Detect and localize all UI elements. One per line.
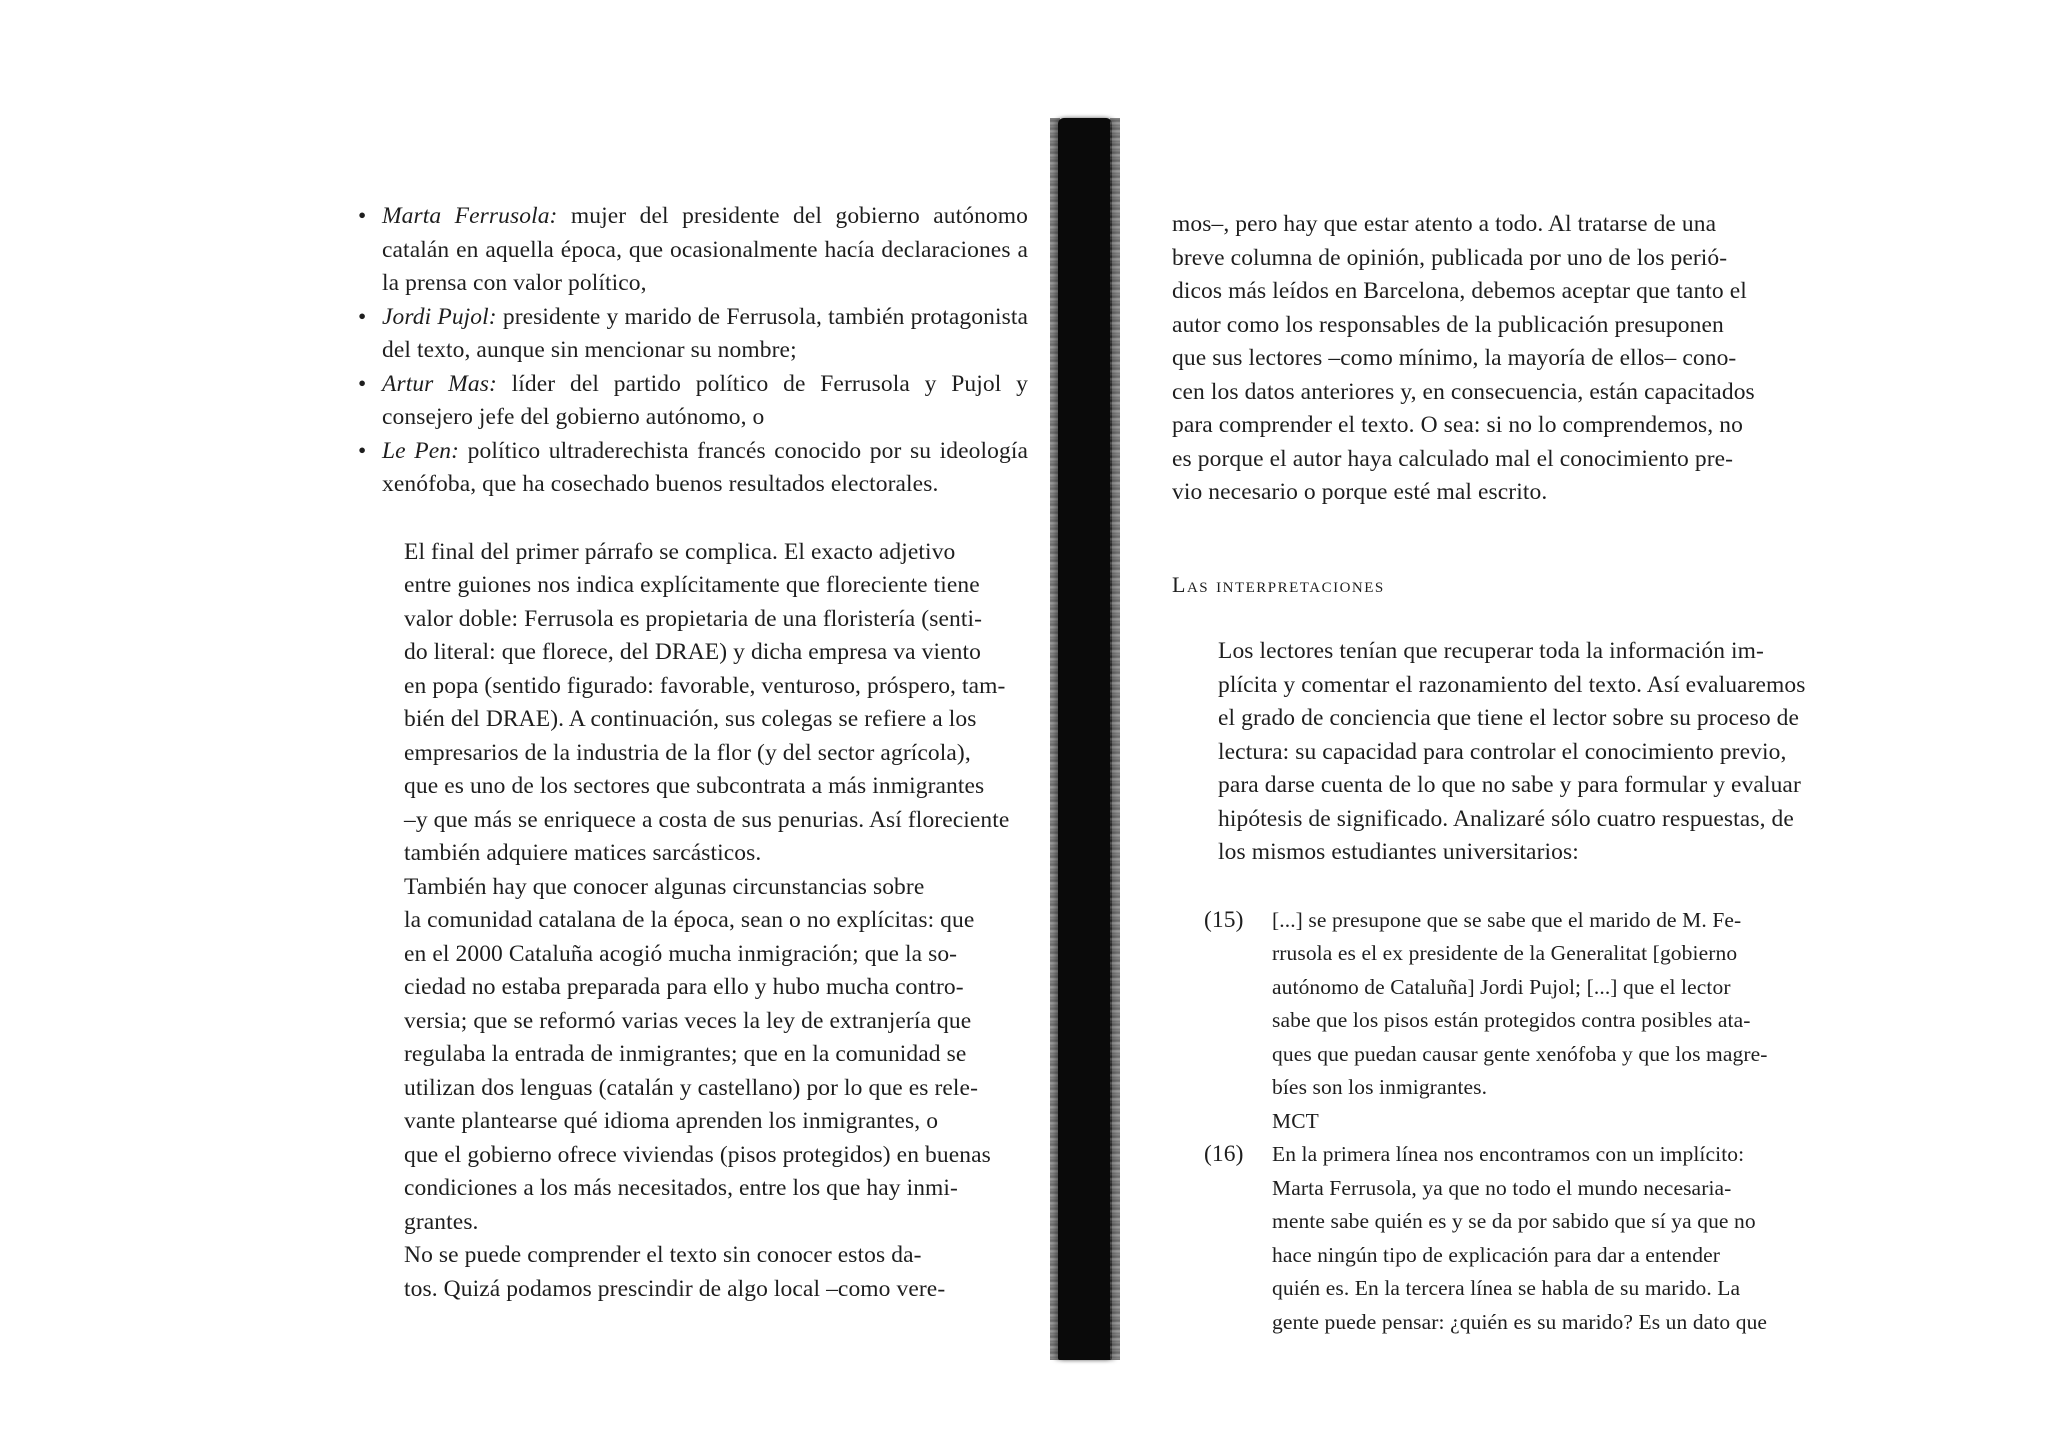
bullet-dot-icon: • [358,203,367,229]
bullet-text: líder del partido político de Ferrusola y Pujol y consejero jefe del gobierno autónomo, o [382,370,1028,430]
example-number: (15) [1204,906,1244,933]
text-line: do literal: que florece, del DRAE) y dicha empresa va viento [404,639,981,665]
text-line: hace ningún tipo de explicación para dar a entender [1272,1242,1721,1267]
bullet-term: Jordi Pujol: [382,303,497,330]
text-line: También hay que conocer algunas circunstancias sobre [404,873,925,900]
example-number: (16) [1204,1141,1244,1167]
bullet-term: Le Pen: [382,437,460,464]
text-line: El final del primer párrafo se complica. El exacto adjetivo [404,538,956,565]
right-page [1172,208,1842,1339]
text-line: mos–, pero hay que estar atento a todo. Al tratarse de una [1172,211,1717,237]
text-line: ques que puedan causar gente xenófoba y que los magre- [1272,1041,1768,1066]
text-line: utilizan dos lenguas (catalán y castellano) por lo que es rele- [404,1074,978,1101]
text-line: entre guiones nos indica explícitamente que floreciente tiene [404,572,980,598]
text-line: también adquiere matices sarcásticos. [404,840,762,866]
text-line: hipótesis de significado. Analizaré sólo cuatro respuestas, de [1218,805,1794,832]
text-line: vio necesario o porque esté mal escrito. [1172,479,1548,505]
bullet-text: presidente y marido de Ferrusola, también protagonista del texto, aunque sin mencionar su nombre; [382,303,1028,363]
text-line: en popa (sentido figurado: favorable, venturoso, próspero, tam- [404,672,1006,699]
text-line: condiciones a los más necesitados, entre los que hay inmi- [404,1175,958,1201]
text-line: breve columna de opinión, publicada por uno de los perió- [1172,244,1728,271]
text-line: tos. Quizá podamos prescindir de algo local –como vere- [404,1275,946,1302]
text-line: los mismos estudiantes universitarios: [1218,839,1579,865]
text-line: bién del DRAE). A continuación, sus colegas se refiere a los [404,706,977,732]
text-line: empresarios de la industria de la flor (y del sector agrícola), [404,739,971,766]
gutter-edge-right [1110,118,1120,1360]
text-line: [...] se presupone que se sabe que el marido de M. Fe- [1272,907,1742,932]
text-line: grantes. [404,1208,479,1235]
person-bullet-list [358,200,1028,502]
bullet-item [358,301,1028,368]
bullet-dot-icon: • [358,437,367,464]
text-line: el grado de conciencia que tiene el lector sobre su proceso de [1218,705,1800,731]
text-line: quién es. En la tercera línea se habla de su marido. La [1272,1276,1741,1300]
bullet-item [358,435,1028,502]
text-line: cen los datos anteriores y, en consecuencia, están capacitados [1172,378,1755,405]
book-gutter [1058,118,1112,1360]
text-line: sabe que los pisos están protegidos contra posibles ata- [1272,1008,1751,1032]
body-paragraph [358,1239,1028,1306]
text-line: No se puede comprender el texto sin conocer estos da- [404,1242,922,1268]
example-item [1172,1138,1842,1339]
text-line: dicos más leídos en Barcelona, debemos aceptar que tanto el [1172,278,1747,304]
text-line: versia; que se reformó varias veces la ley de extranjería que [404,1007,972,1034]
example-item [1172,904,1842,1139]
text-line: la comunidad catalana de la época, sean o no explícitas: que [404,907,975,933]
bullet-item [358,368,1028,435]
text-line: bíes son los inmigrantes. [1272,1075,1488,1099]
text-line: regulaba la entrada de inmigrantes; que en la comunidad se [404,1041,967,1067]
text-line: rrusola es el ex presidente de la Generalitat [gobierno [1272,941,1738,965]
text-line: En la primera línea nos encontramos con un implícito: [1272,1142,1745,1166]
text-line: que sus lectores –como mínimo, la mayoría de ellos– cono- [1172,345,1737,371]
text-line: para comprender el texto. O sea: si no lo comprendemos, no [1172,412,1743,438]
body-paragraph [1172,208,1842,510]
text-line: autónomo de Cataluña] Jordi Pujol; [...] que el lector [1272,974,1731,999]
text-line: vante plantearse qué idioma aprenden los inmigrantes, o [404,1108,939,1134]
bullet-item [358,200,1028,301]
bullet-dot-icon: • [358,370,367,397]
body-paragraph [358,536,1028,871]
bullet-term: Marta Ferrusola: [382,203,558,229]
text-line: gente puede pensar: ¿quién es su marido? Es un dato que [1272,1309,1768,1334]
bullet-term: Artur Mas: [382,370,497,397]
bullet-text: mujer del presidente del gobierno autónomo catalán en aquella época, que ocasionalmente hacía declaraciones a la prensa con valor político, [382,203,1028,296]
text-line: en el 2000 Cataluña acogió mucha inmigración; que la so- [404,940,958,967]
text-line: Marta Ferrusola, ya que no todo el mundo necesaria- [1272,1175,1732,1200]
bullet-dot-icon: • [358,303,367,330]
text-line: ciedad no estaba preparada para ello y hubo mucha contro- [404,974,964,1000]
text-line: es porque el autor haya calculado mal el conocimiento pre- [1172,445,1734,472]
text-line: MCT [1272,1108,1319,1133]
bullet-text: político ultraderechista francés conocido por su ideología xenófoba, que ha cosechado buenos resultados electorales. [382,437,1029,497]
section-heading: Las interpretaciones [1172,571,1385,597]
body-paragraph [1172,635,1842,870]
text-line: Los lectores tenían que recuperar toda la información im- [1218,638,1764,664]
text-line: –y que más se enriquece a costa de sus penurias. Así floreciente [404,806,1010,833]
text-line: valor doble: Ferrusola es propietaria de una floristería (senti- [404,605,983,632]
text-line: mente sabe quién es y se da por sabido que sí ya que no [1272,1209,1756,1233]
text-line: plícita y comentar el razonamiento del texto. Así evaluaremos [1218,671,1806,698]
text-line: que el gobierno ofrece viviendas (pisos protegidos) en buenas [404,1141,991,1168]
text-line: para darse cuenta de lo que no sabe y para formular y evaluar [1218,772,1801,798]
example-text [1272,904,1842,1139]
body-paragraph [358,871,1028,1240]
text-line: lectura: su capacidad para controlar el conocimiento previo, [1218,738,1787,765]
left-page [358,200,1028,1306]
text-line: autor como los responsables de la publicación presuponen [1172,311,1724,338]
example-text [1272,1138,1842,1339]
text-line: que es uno de los sectores que subcontrata a más inmigrantes [404,773,985,799]
